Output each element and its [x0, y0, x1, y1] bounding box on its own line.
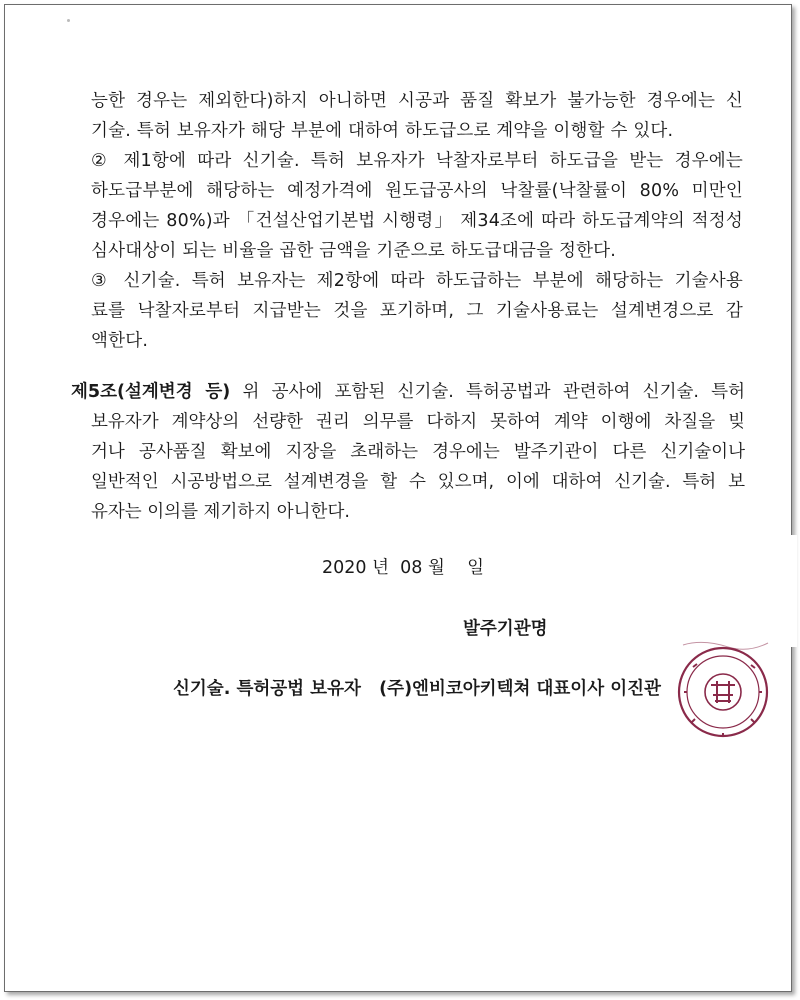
text-line: 경우에는 80%)과 「건설산업기본법 시행령」 제34조에 따라 하도급계약의 적정성: [91, 211, 743, 231]
article-5: [71, 377, 745, 527]
text-line: 보유자가 계약상의 선량한 권리 의무를 다하지 못하여 계약 이행에 차질을 빚: [91, 412, 745, 432]
text-line: 액한다.: [91, 331, 149, 351]
article-5-heading: 제5조(설계변경 등): [71, 382, 231, 402]
paragraph-continuation: [91, 86, 743, 146]
text-line: 능한 경우는 제외한다)하지 아니하면 시공과 품질 확보가 불가능한 경우에는 신: [91, 91, 743, 111]
text-line: 심사대상이 되는 비율을 곱한 금액을 기준으로 하도급대금을 정한다.: [91, 241, 617, 261]
text-line: 료를 낙찰자로부터 지급받는 것을 포기하며, 그 기술사용료는 설계변경으로 감: [91, 301, 743, 321]
signature-date: 2020 년 08 월 일: [322, 558, 485, 578]
paragraph-clause-3: [91, 266, 743, 356]
article-5-first-line: [71, 377, 745, 407]
text-line: 유자는 이의를 제기하지 아니한다.: [91, 502, 350, 522]
text-line: 일반적인 시공방법으로 설계변경을 할 수 있으며, 이에 대하여 신기술. 특허 보: [91, 472, 745, 492]
patent-holder-line: 신기술. 특허공법 보유자 (주)엔비코아키텍쳐 대표이사 이진관: [173, 679, 661, 699]
redaction-box: [572, 535, 797, 647]
text-line: 거나 공사품질 확보에 지장을 초래하는 경우에는 발주기관이 다른 신기술이나: [91, 442, 745, 462]
text-line: ② 제1항에 따라 신기술. 특허 보유자가 낙찰자로부터 하도급을 받는 경우에는: [91, 151, 743, 171]
scan-speck: [67, 19, 70, 22]
text-line: 기술. 특허 보유자가 해당 부분에 대하여 하도급으로 계약을 이행할 수 있다.: [91, 121, 674, 141]
document-page: [4, 4, 792, 992]
issuer-label: 발주기관명: [463, 619, 548, 639]
company-seal-stamp: [673, 637, 773, 742]
text-line: 하도급부분에 해당하는 예정가격에 원도급공사의 낙찰률(낙찰률이 80% 미만인: [91, 181, 743, 201]
text-line: ③ 신기술. 특허 보유자는 제2항에 따라 하도급하는 부분에 해당하는 기술사용: [91, 271, 743, 291]
paragraph-clause-2: [91, 146, 743, 266]
article-5-first-line-text: 위 공사에 포함된 신기술. 특허공법과 관련하여 신기술. 특허: [230, 382, 745, 402]
